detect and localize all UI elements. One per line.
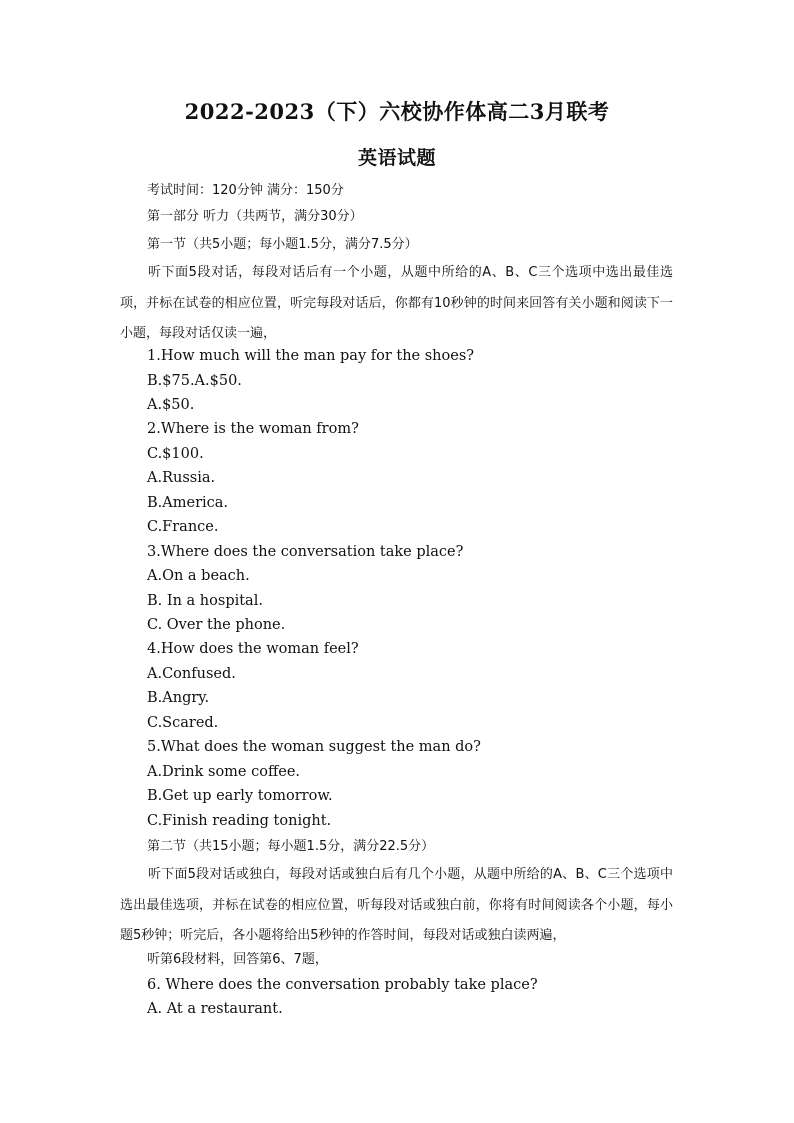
option-line: A.Russia.: [147, 470, 216, 486]
exam-subtitle: 英语试题: [357, 147, 436, 169]
option-line: A. At a restaurant.: [147, 1001, 283, 1017]
option-line: B.Angry.: [147, 690, 210, 706]
option-line: B.Get up early tomorrow.: [147, 788, 333, 804]
option-line: B. In a hospital.: [147, 593, 263, 609]
option-line: A.$50.: [147, 397, 195, 413]
question-line: 5.What does the woman suggest the man do?: [147, 739, 481, 755]
part1-heading: 第一部分 听力（共两节，满分30分）: [147, 209, 363, 224]
section2-heading: 第二节（共15小题；每小题1.5分，满分22.5分）: [147, 839, 435, 854]
option-line: C.$100.: [147, 446, 204, 462]
option-line: A.Confused.: [147, 666, 236, 682]
question-line: 6. Where does the conversation probably take place?: [147, 977, 538, 993]
option-line: C.Scared.: [147, 715, 219, 731]
option-line: A.Drink some coffee.: [147, 764, 301, 780]
exam-title: 2022-2023（下）六校协作体高二3月联考: [184, 99, 610, 124]
section1-instructions: 听下面5段对话，每段对话后有一个小题，从题中所给的A、B、C三个选项中选出最佳选项，并标在试卷的相应位置，听完每段对话后，你都有10秒钟的时间来回答有关小题和阅读下一小题，每段对话仅读一遍，: [120, 265, 673, 341]
question-line: 4.How does the woman feel?: [147, 641, 359, 657]
option-line: B.America.: [147, 495, 229, 511]
section2-instructions: 听下面5段对话或独白，每段对话或独白后有几个小题，从题中所给的A、B、C三个选项中选出最佳选项，并标在试卷的相应位置，听每段对话或独白前，你将有时间阅读各个小题，每小题5秒钟；听完后，各小题将给出5秒钟的作答时间，每段对话或独白读两遍，: [120, 867, 673, 943]
exam-info: 考试时间：120分钟 满分：150分: [147, 183, 344, 198]
question-line: 2.Where is the woman from?: [147, 421, 359, 437]
option-line: C.France.: [147, 519, 219, 535]
option-line: C.Finish reading tonight.: [147, 813, 332, 829]
question-line: 1.How much will the man pay for the shoes?: [147, 348, 475, 364]
option-line: C. Over the phone.: [147, 617, 286, 633]
option-line: A.On a beach.: [147, 568, 250, 584]
question-line: 3.Where does the conversation take place?: [147, 544, 464, 560]
material-instruction: 听第6段材料，回答第6、7题，: [147, 952, 328, 967]
section1-heading: 第一节（共5小题；每小题1.5分，满分7.5分）: [147, 237, 418, 252]
option-line: B.$75.A.$50.: [147, 373, 242, 389]
